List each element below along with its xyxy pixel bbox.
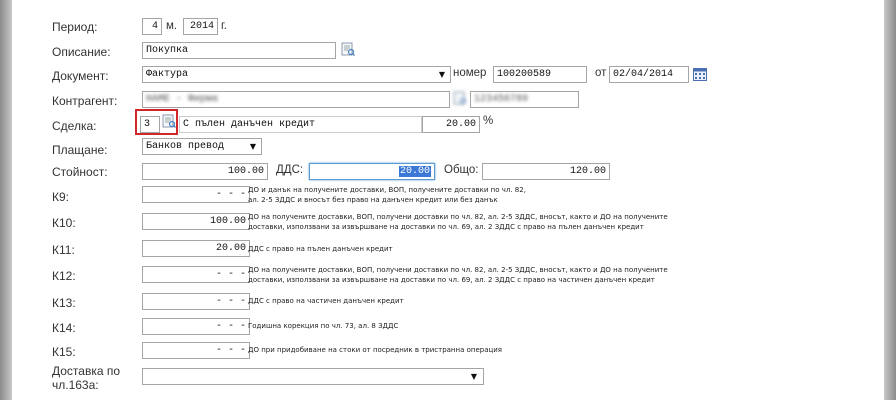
k15-input[interactable]: - - - xyxy=(142,342,250,359)
deal-picker-icon[interactable] xyxy=(162,114,176,128)
deal-label: Сделка: xyxy=(52,119,97,133)
chevron-down-icon: ▼ xyxy=(249,142,256,151)
total-input[interactable]: 120.00 xyxy=(482,163,610,180)
total-label: Общо: xyxy=(444,164,479,176)
k11-input[interactable]: 20.00 xyxy=(142,240,250,257)
chevron-down-icon: ▼ xyxy=(438,70,445,79)
payment-label: Плащане: xyxy=(52,143,108,157)
counterparty-vat-input[interactable] xyxy=(470,91,579,108)
period-year-input[interactable]: 2014 xyxy=(183,18,218,35)
description-label: Описание: xyxy=(52,45,111,59)
vat-input[interactable] xyxy=(309,163,435,180)
counterparty-vat-value: 123456789 xyxy=(474,94,529,105)
purchase-form xyxy=(12,0,884,400)
document-date-label: от xyxy=(595,67,607,79)
k9-description: ДО и данък на получените доставки, ВОП, получените доставки по чл. 82, ал. 2-5 ЗДДС и вносът без право на данъчен кредит или без данък xyxy=(248,186,526,204)
counterparty-label: Контрагент: xyxy=(52,94,118,108)
k10-input[interactable]: 100.00 xyxy=(142,213,250,230)
payment-method-select[interactable] xyxy=(142,138,262,155)
k14-description: Годишна корекция по чл. 73, ал. 8 ЗДДС xyxy=(248,322,399,330)
document-number-input[interactable]: 100200589 xyxy=(493,66,587,83)
counterparty-name-value: НАМЕ - Фирма xyxy=(146,94,219,105)
payment-method-value: Банков превод xyxy=(146,141,225,152)
document-number-label: номер xyxy=(453,67,487,79)
deal-percent-input[interactable]: 20.00 xyxy=(422,116,480,133)
document-label: Документ: xyxy=(52,69,109,83)
k10-description: ДО на получените доставки, ВОП, получени доставки по чл. 82, ал. 2-5 ЗДДС, вносът, както и ДО на получените доставки, използвани за извършване на доставки по чл. 69, ал. 2 ЗДДС с право на пълен данъчен кредит xyxy=(248,213,668,231)
period-year-suffix: г. xyxy=(221,20,227,32)
counterparty-name-input[interactable] xyxy=(142,91,450,108)
window-edge-right xyxy=(884,0,896,400)
document-date-input[interactable]: 02/04/2014 xyxy=(609,66,689,83)
vat-label: ДДС: xyxy=(276,164,304,176)
k9-label: К9: xyxy=(52,190,69,204)
period-month-input[interactable]: 4 xyxy=(142,18,162,35)
document-type-select[interactable] xyxy=(142,66,451,83)
k15-label: К15: xyxy=(52,345,76,359)
deal-code-input[interactable]: 3 xyxy=(140,116,160,133)
k13-description: ДДС с право на частичен данъчен кредит xyxy=(248,297,404,305)
description-picker-icon[interactable] xyxy=(341,42,355,56)
k11-label: К11: xyxy=(52,243,75,257)
document-type-value: Фактура xyxy=(146,69,189,80)
k11-description: ДДС с право на пълен данъчен кредит xyxy=(248,245,393,253)
description-input[interactable]: Покупка xyxy=(142,42,336,59)
window-edge-left xyxy=(0,0,12,400)
k13-label: К13: xyxy=(52,296,76,310)
period-month-suffix: м. xyxy=(166,20,178,32)
delivery-select[interactable] xyxy=(142,368,484,385)
calendar-icon[interactable] xyxy=(693,67,707,81)
chevron-down-icon: ▼ xyxy=(470,372,477,381)
k10-label: К10: xyxy=(52,216,76,230)
period-label: Период: xyxy=(52,20,98,34)
vat-value-selected: 20.00 xyxy=(399,166,430,177)
k15-description: ДО при придобиване на стоки от посредник в тристранна операция xyxy=(248,346,503,354)
k12-label: К12: xyxy=(52,269,76,283)
k12-input[interactable]: - - - xyxy=(142,266,250,283)
deal-percent-sign: % xyxy=(483,115,494,127)
value-input[interactable]: 100.00 xyxy=(142,163,268,180)
k9-input[interactable]: - - - xyxy=(142,186,250,203)
counterparty-picker-icon[interactable] xyxy=(453,91,467,105)
delivery-label: Доставка по чл.163а: xyxy=(52,364,121,392)
k12-description: ДО на получените доставки, ВОП, получени доставки по чл. 82, ал. 2-5 ЗДДС, вносът, както и ДО на получените доставки, използвани за извършване на доставки по чл. 69, ал. 2 ЗДДС с право на частичен данъчен кредит xyxy=(248,266,668,284)
k14-label: К14: xyxy=(52,321,76,335)
k14-input[interactable]: - - - xyxy=(142,318,250,335)
deal-description-field: С пълен данъчен кредит xyxy=(179,116,422,133)
value-label: Стойност: xyxy=(52,165,108,179)
k13-input[interactable]: - - - xyxy=(142,293,250,310)
